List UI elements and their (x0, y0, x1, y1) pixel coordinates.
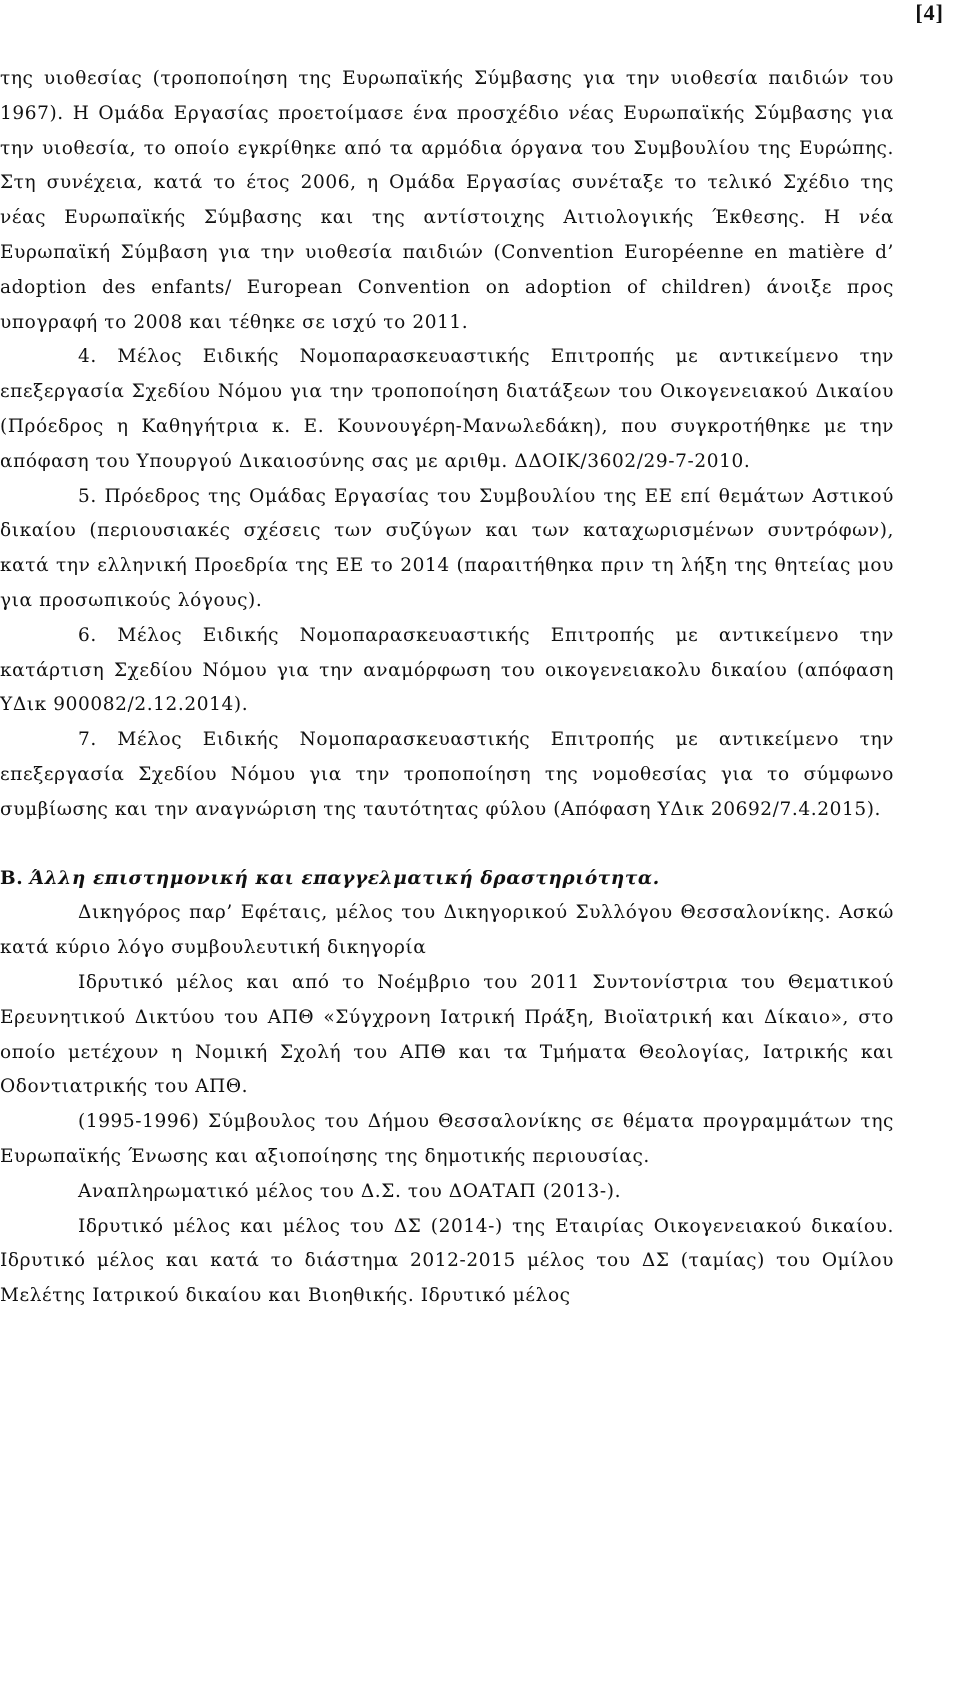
paragraph-founding-member: Ιδρυτικό μέλος και μέλος του ΔΣ (2014-) της Εταιρίας Οικογενειακού δικαίου. Ιδρυτικό μέλος και κατά το διάστημα 2012-2015 μέλος του ΔΣ (ταμίας) του Ομίλου Μελέτης Ιατρικού δικαίου και Βιοηθικής. Ιδρυτικό μέλος (0, 1215, 894, 1307)
section-heading-b (0, 862, 894, 897)
paragraph-item-5: 5. Πρόεδρος της Ομάδας Εργασίας του Συμβουλίου της ΕΕ επί θεμάτων Αστικού δικαίου (περιουσιακές σχέσεις των συζύγων και των καταχωρισμένων συντρόφων), κατά την ελληνική Προεδρία της ΕΕ το 2014 (παραιτήθηκα πριν τη λήξη της θητείας μου για προσωπικούς λόγους). (0, 485, 894, 611)
paragraph-item-7: 7. Μέλος Ειδικής Νομοπαρασκευαστικής Επιτροπής με αντικείμενο την επεξεργασία Σχεδίου Νόμου για την τροποποίηση της νομοθεσίας για το σύμφωνο συμβίωσης και την αναγνώριση της ταυτότητας φύλου (Απόφαση ΥΔικ 20692/7.4.2015). (0, 729, 894, 820)
paragraph-doatap: Αναπληρωματικό μέλος του Δ.Σ. του ΔΟΑΤΑΠ (2013-). (78, 1180, 622, 1202)
paragraph-municipality-advisor: (1995-1996) Σύμβουλος του Δήμου Θεσσαλονίκης σε θέματα προγραμμάτων της Ευρωπαϊκής Ένωσης και αξιοποίησης της δημοτικής περιουσίας. (0, 1111, 894, 1167)
section-letter: Β. (0, 867, 24, 889)
paragraph-lawyer: Δικηγόρος παρ’ Εφέταις, μέλος του Δικηγορικού Συλλόγου Θεσσαλονίκης. Ασκώ κατά κύριο λόγο συμβουλευτική δικηγορία (0, 902, 894, 959)
document-body (0, 62, 894, 1314)
paragraph-item-6: 6. Μέλος Ειδικής Νομοπαρασκευαστικής Επιτροπής με αντικείμενο την κατάρτιση Σχεδίου Νόμου για την αναμόρφωση του οικογενειακολυ δικαίου (απόφαση ΥΔικ 900082/2.12.2014). (0, 624, 894, 716)
paragraph-research-network: Ιδρυτικό μέλος και από το Νοέμβριο του 2011 Συντονίστρια του Θεματικού Ερευνητικού Δικτύου του ΑΠΘ «Σύγχρονη Ιατρική Πράξη, Βιοϊατρική και Δίκαιο», στο οποίο μετέχουν η Νομική Σχολή του ΑΠΘ και τα Τμήματα Θεολογίας, Ιατρικής και Οδοντιατρικής του ΑΠΘ. (0, 971, 894, 1098)
paragraph-item-4: 4. Μέλος Ειδικής Νομοπαρασκευαστικής Επιτροπής με αντικείμενο την επεξεργασία Σχεδίου Νόμου για την τροποποίηση διατάξεων του Οικογενειακού Δικαίου (Πρόεδρος η Καθηγήτρια κ. Ε. Κουνουγέρη-Μανωλεδάκη), που συγκροτήθηκε με την απόφαση του Υπουργού Δικαιοσύνης σας με αριθμ. ΔΔΟΙΚ/3602/29-7-2010. (0, 346, 894, 472)
page-number: [4] (915, 0, 944, 25)
paragraph-adoption-convention: της υιοθεσίας (τροποποίηση της Ευρωπαϊκής Σύμβασης για την υιοθεσία παιδιών του 1967). Η Ομάδα Εργασίας προετοίμασε ένα προσχέδιο νέας Ευρωπαϊκής Σύμβασης για την υιοθεσία, το οποίο εγκρίθηκε από τα αρμόδια όργανα του Συμβουλίου της Ευρώπης. Στη συνέχεια, κατά το έτος 2006, η Ομάδα Εργασίας συνέταξε το τελικό Σχέδιο της νέας Ευρωπαϊκής Σύμβασης και της αντίστοιχης Αιτιολογικής Έκθεσης. Η νέα Ευρωπαϊκή Σύμβαση για την υιοθεσία παιδιών (Convention Européenne en matière d’ adoption des enfants/ European Convention on adoption of children) άνοιξε προς υπογραφή το 2008 και τέθηκε σε ισχύ το 2011. (0, 68, 894, 333)
section-title: Άλλη επιστημονική και επαγγελματική δραστηριότητα. (29, 867, 660, 889)
